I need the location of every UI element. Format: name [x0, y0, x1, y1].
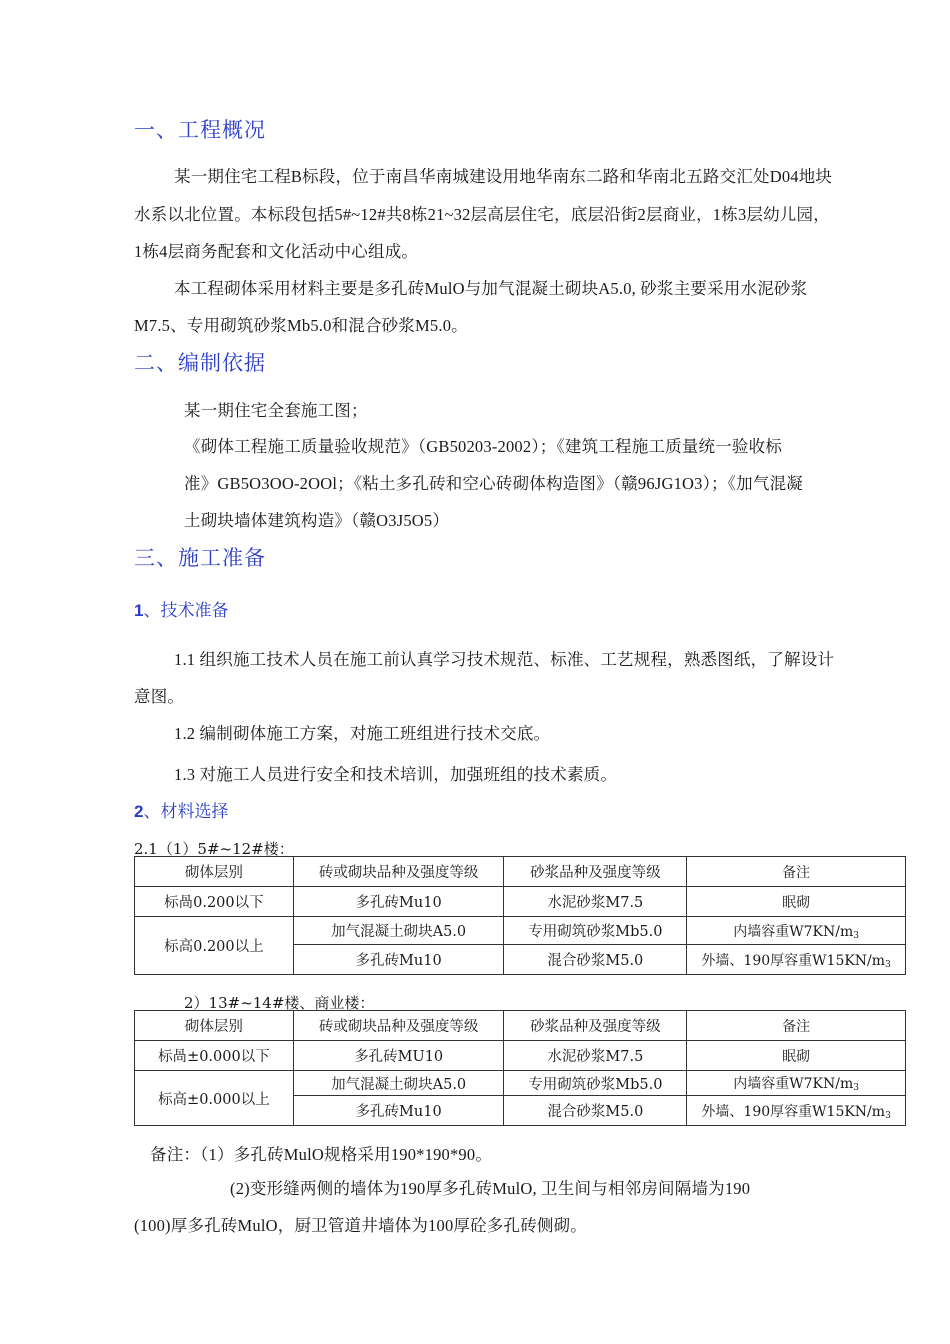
table-row — [135, 917, 906, 945]
paragraph-line: 水系以北位置。本标段包括5#~12#共8栋21~32层高层住宅，底层沿街2层商业，1栋3层幼儿园， — [134, 205, 830, 224]
table-cell: 加气混凝土砌块A5.0 — [293, 917, 504, 945]
basis-line: 土砌块墙体建筑构造》（赣O3J5O5） — [184, 511, 450, 530]
list-item: 1.1 组织施工技术人员在施工前认真学习技术规范、标准、工艺规程，熟悉图纸，了解设计 — [174, 650, 835, 669]
header-cell: 砌体层别 — [135, 857, 294, 887]
section-title-preparation: 三、施工准备 — [134, 546, 266, 570]
table-cell: 加气混凝土砌块A5.0 — [293, 1071, 504, 1096]
table-caption: 2.1（1）5#~12#楼： — [134, 840, 294, 858]
table-header-row — [135, 857, 906, 887]
note-text: 外墙、190厚容重W15KN/m — [701, 952, 886, 969]
table-cell: 标高±0.000以上 — [135, 1071, 294, 1126]
basis-line: 《砌体工程施工质量验收规范》（GB50203-2002）；《建筑工程施工质量统一验收标 — [184, 437, 783, 456]
table-cell: 多孔砖Mu10 — [293, 1096, 504, 1126]
table-cell: 多孔砖Mu10 — [293, 945, 504, 975]
materials-table-2 — [134, 1010, 906, 1126]
unit-superscript: 3 — [853, 1083, 859, 1093]
table-cell — [687, 917, 906, 945]
paragraph-line: 1栋4层商务配套和文化活动中心组成。 — [134, 242, 419, 261]
table-cell — [687, 1071, 906, 1096]
paragraph-line: 某一期住宅工程B标段，位于南昌华南城建设用地华南东二路和华南北五路交汇处D04地块 — [174, 167, 833, 186]
subsection-title-materials — [134, 797, 228, 822]
table-cell: 标咼0.200以下 — [135, 887, 294, 917]
table-cell: 标咼±0.000以下 — [135, 1041, 294, 1071]
table-cell: 眠砌 — [687, 887, 906, 917]
header-cell: 砖或砌块品种及强度等级 — [293, 857, 504, 887]
note-line: (100)厚多孔砖MulO，厨卫管道井墙体为100厚砼多孔砖侧砌。 — [134, 1216, 588, 1235]
list-item: 意图。 — [134, 687, 185, 706]
table-cell: 多孔砖Mu10 — [293, 887, 504, 917]
header-cell: 砂浆品种及强度等级 — [504, 857, 687, 887]
basis-line: 某一期住宅全套施工图； — [184, 401, 368, 420]
table-cell: 标高0.200以上 — [135, 917, 294, 975]
paragraph-line: M7.5、专用砌筑砂浆Mb5.0和混合砂浆M5.0。 — [134, 316, 468, 335]
unit-superscript: 3 — [853, 930, 859, 941]
section-title-overview: 一、工程概况 — [134, 118, 266, 142]
table-row — [135, 887, 906, 917]
table-cell: 眠砌 — [687, 1041, 906, 1071]
header-cell: 备注 — [687, 1011, 906, 1041]
list-item: 1.2 编制砌体施工方案，对施工班组进行技术交底。 — [174, 724, 551, 743]
materials-table-1 — [134, 856, 906, 975]
subsection-number: 1 — [134, 601, 144, 620]
table-cell — [687, 1096, 906, 1126]
table-row — [135, 1071, 906, 1096]
basis-line: 准》GB5O3OO-2OOl；《粘土多孔砖和空心砖砌体构造图》（赣96JG1O3）；《加气混凝 — [184, 474, 803, 493]
section-title-basis: 二、编制依据 — [134, 351, 266, 375]
note-line: 备注：（1）多孔砖MulO规格采用190*190*90。 — [150, 1145, 493, 1164]
paragraph-line: 本工程砌体采用材料主要是多孔砖MulO与加气混凝土砌块A5.0, 砂浆主要采用水泥砂浆 — [174, 279, 808, 298]
header-cell: 砖或砌块品种及强度等级 — [293, 1011, 504, 1041]
table-cell — [687, 945, 906, 975]
header-cell: 砂浆品种及强度等级 — [504, 1011, 687, 1041]
table-cell: 多孔砖MU10 — [293, 1041, 504, 1071]
table-row — [135, 1041, 906, 1071]
table-cell: 水泥砂浆M7.5 — [504, 887, 687, 917]
table-caption: 2）13#~14#楼、商业楼： — [184, 994, 375, 1012]
list-item: 1.3 对施工人员进行安全和技术培训，加强班组的技术素质。 — [174, 765, 618, 784]
header-cell: 砌体层别 — [135, 1011, 294, 1041]
subsection-title-technical — [134, 596, 228, 621]
table-header-row — [135, 1011, 906, 1041]
table-cell: 水泥砂浆M7.5 — [504, 1041, 687, 1071]
header-cell: 备注 — [687, 857, 906, 887]
subsection-label: 、材料选择 — [143, 802, 229, 822]
subsection-label: 、技术准备 — [143, 601, 229, 621]
note-text: 外墙、190厚容重W15KN/m — [701, 1103, 886, 1120]
note-text: 内墙容重W7KN/m — [733, 1076, 854, 1092]
subsection-number: 2 — [134, 802, 144, 821]
note-text: 内墙容重W7KN/m — [733, 923, 854, 940]
unit-superscript: 3 — [885, 959, 891, 970]
unit-superscript: 3 — [885, 1110, 891, 1121]
table-cell: 混合砂浆M5.0 — [504, 1096, 687, 1126]
table-cell: 专用砌筑砂浆Mb5.0 — [504, 1071, 687, 1096]
table-cell: 混合砂浆M5.0 — [504, 945, 687, 975]
table-cell: 专用砌筑砂浆Mb5.0 — [504, 917, 687, 945]
note-line: (2)变形缝两侧的墙体为190厚多孔砖MulO, 卫生间与相邻房间隔墙为190 — [230, 1179, 751, 1198]
